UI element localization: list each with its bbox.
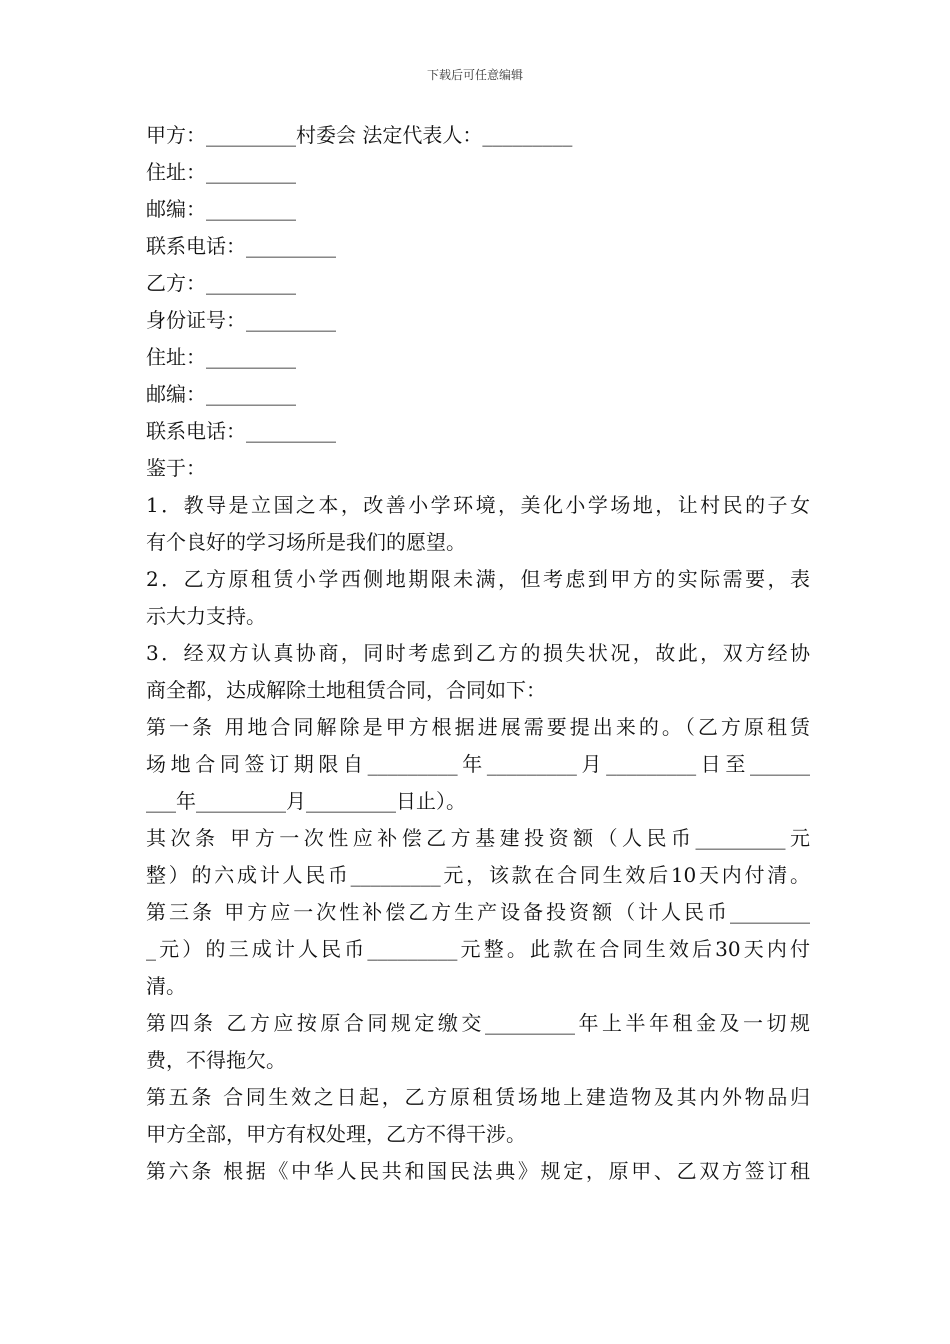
whereas-item-3: 3．经双方认真协商，同时考虑到乙方的损失状况，故此，双方经协 — [146, 641, 810, 665]
article-5-cont: 甲方全部，甲方有权处理，乙方不得干涉。 — [146, 1122, 526, 1146]
whereas-item-1-cont: 有个良好的学习场所是我们的愿望。 — [146, 530, 466, 554]
party-a-address-line: 住址：_________ — [146, 160, 296, 184]
article-4-cont: 费，不得拖欠。 — [146, 1048, 286, 1072]
article-6: 第六条 根据《中华人民共和国民法典》规定，原甲、乙双方签订租 — [146, 1159, 810, 1183]
article-1: 第一条 用地合同解除是甲方根据进展需要提出来的。（乙方原租赁 — [146, 715, 810, 739]
party-a-postcode-line: 邮编：_________ — [146, 197, 296, 221]
party-a-phone-line: 联系电话：_________ — [146, 234, 336, 258]
whereas-item-2-cont: 示大力支持。 — [146, 604, 266, 628]
article-3-cont: _元）的三成计人民币_________元整。此款在合同生效后30天内付 — [146, 937, 810, 961]
party-b-address-line: 住址：_________ — [146, 345, 296, 369]
article-3: 第三条 甲方应一次性补偿乙方生产设备投资额（计人民币________ — [146, 900, 810, 924]
party-b-phone-line: 联系电话：_________ — [146, 419, 336, 443]
whereas-item-2: 2．乙方原租赁小学西侧地期限未满，但考虑到甲方的实际需要，表 — [146, 567, 810, 591]
whereas-item-1: 1．教导是立国之本，改善小学环境，美化小学场地，让村民的子女 — [146, 493, 810, 517]
whereas-item-3-cont: 商全都，达成解除土地租赁合同，合同如下： — [146, 678, 546, 702]
document-body — [146, 117, 810, 1190]
article-2: 其次条 甲方一次性应补偿乙方基建投资额（人民币_________元 — [146, 826, 810, 850]
article-1-cont: 场地合同签订期限自_________年_________月_________日至______ — [146, 752, 810, 776]
article-2-cont: 整）的六成计人民币_________元，该款在合同生效后10天内付清。 — [146, 863, 810, 887]
party-b-line: 乙方：_________ — [146, 271, 296, 295]
article-3-cont-2: 清。 — [146, 974, 186, 998]
article-1-cont-2: ___年_________月_________日止）。 — [146, 789, 466, 813]
party-b-id-line: 身份证号：_________ — [146, 308, 336, 332]
whereas-heading: 鉴于： — [146, 456, 206, 480]
article-5: 第五条 合同生效之日起，乙方原租赁场地上建造物及其内外物品归 — [146, 1085, 810, 1109]
party-a-line: 甲方：_________村委会 法定代表人：_________ — [146, 123, 573, 147]
article-4: 第四条 乙方应按原合同规定缴交_________年上半年租金及一切规 — [146, 1011, 810, 1035]
party-b-postcode-line: 邮编：_________ — [146, 382, 296, 406]
page-header-note: 下载后可任意编辑 — [426, 68, 523, 82]
